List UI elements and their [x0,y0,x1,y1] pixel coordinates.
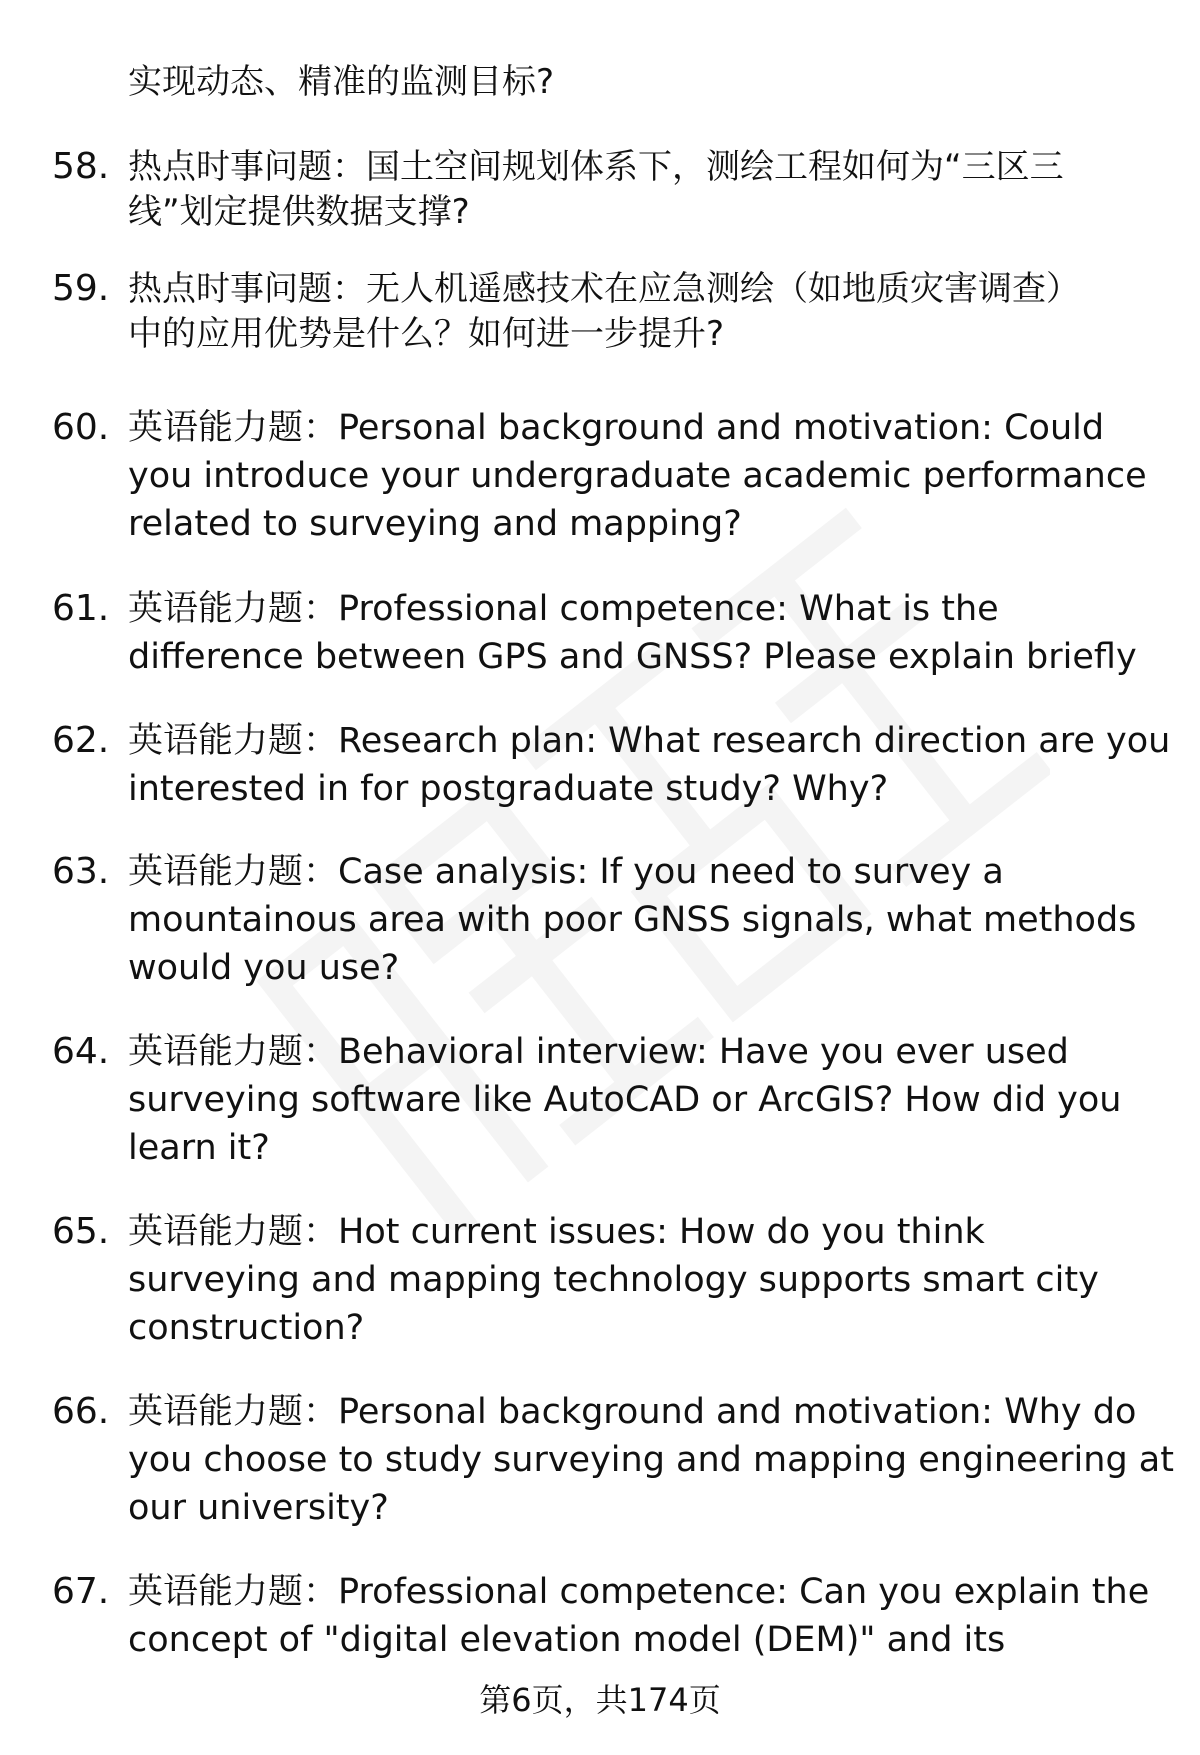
question-text-line: would you use? [128,948,400,988]
question-text-line: concept of "digital elevation model (DEM)" and its [128,1620,1006,1660]
question-number: 58. [52,146,110,187]
question-text-line: difference between GPS and GNSS? Please explain briefly [128,637,1137,677]
question-number: 67. [52,1571,110,1612]
question-text-line: construction? [128,1308,365,1348]
question-text-line: surveying software like AutoCAD or ArcGIS? How did you [128,1080,1122,1120]
question-text-line: 英语能力题：Professional competence: What is the [128,589,999,629]
question-text-line: 英语能力题：Research plan: What research direction are you [128,721,1171,761]
question-number: 61. [52,588,110,629]
question-number: 62. [52,720,110,761]
continuation-text: 实现动态、精准的监测目标? [128,62,555,102]
question-text-line: 线”划定提供数据支撑? [128,192,470,232]
question-text-line: you introduce your undergraduate academic performance [128,456,1147,496]
page-footer: 第6页，共174页 [479,1681,721,1719]
question-text-line: 英语能力题：Hot current issues: How do you think [128,1212,985,1252]
question-text-line: learn it? [128,1128,270,1168]
question-text-line: you choose to study surveying and mapping engineering at [128,1440,1174,1480]
question-number: 60. [52,407,110,448]
question-text-line: 热点时事问题：国土空间规划体系下，测绘工程如何为“三区三 [128,147,1064,187]
question-text-line: 英语能力题：Personal background and motivation: Why do [128,1392,1137,1432]
question-text-line: 英语能力题：Behavioral interview: Have you ever used [128,1032,1069,1072]
question-number: 66. [52,1391,110,1432]
question-text-line: 英语能力题：Case analysis: If you need to survey a [128,852,1004,892]
question-text-line: 热点时事问题：无人机遥感技术在应急测绘（如地质灾害调查） [128,269,1080,309]
question-number: 64. [52,1031,110,1072]
question-text-line: 中的应用优势是什么？如何进一步提升? [128,314,725,354]
question-text-line: 英语能力题：Personal background and motivation: Could [128,408,1105,448]
question-text-line: 英语能力题：Professional competence: Can you explain the [128,1572,1150,1612]
question-number: 59. [52,268,110,309]
question-text-line: our university? [128,1488,389,1528]
question-text-line: mountainous area with poor GNSS signals, what methods [128,900,1137,940]
question-number: 63. [52,851,110,892]
question-text-line: surveying and mapping technology supports smart city [128,1260,1099,1300]
question-number: 65. [52,1211,110,1252]
question-text-line: related to surveying and mapping? [128,504,742,544]
question-text-line: interested in for postgraduate study? Why? [128,769,889,809]
